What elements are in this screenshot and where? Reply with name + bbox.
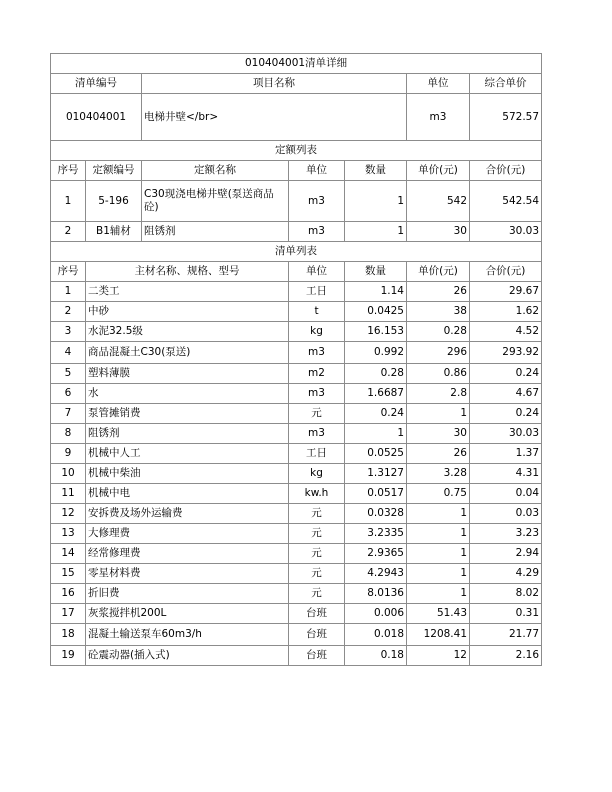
material-price: 1 <box>407 504 470 524</box>
material-row <box>51 364 542 384</box>
material-total: 1.62 <box>470 302 542 322</box>
list-unit-price-header: 综合单价 <box>470 74 542 94</box>
quota-qty: 1 <box>345 222 407 242</box>
material-row <box>51 404 542 424</box>
material-name: 水 <box>86 384 289 404</box>
material-name: 安拆费及场外运输费 <box>86 504 289 524</box>
material-row <box>51 282 542 302</box>
quota-row <box>51 181 542 222</box>
material-name-header: 主材名称、规格、型号 <box>86 262 289 282</box>
material-seq: 1 <box>51 282 86 302</box>
quota-total: 30.03 <box>470 222 542 242</box>
material-row <box>51 584 542 604</box>
material-price: 1208.41 <box>407 624 470 646</box>
material-price-header: 单价(元) <box>407 262 470 282</box>
material-qty: 16.153 <box>345 322 407 342</box>
material-unit: 元 <box>289 584 345 604</box>
quota-qty-header: 数量 <box>345 161 407 181</box>
material-unit: kw.h <box>289 484 345 504</box>
material-qty: 0.0525 <box>345 444 407 464</box>
material-name: 水泥32.5级 <box>86 322 289 342</box>
material-qty-header: 数量 <box>345 262 407 282</box>
quota-qty: 1 <box>345 181 407 222</box>
material-unit: 元 <box>289 564 345 584</box>
material-unit: kg <box>289 322 345 342</box>
detail-table-body <box>51 54 542 666</box>
material-price: 38 <box>407 302 470 322</box>
material-price: 51.43 <box>407 604 470 624</box>
material-price: 2.8 <box>407 384 470 404</box>
material-price: 1 <box>407 564 470 584</box>
material-qty: 0.24 <box>345 404 407 424</box>
material-price: 26 <box>407 444 470 464</box>
material-name: 塑料薄膜 <box>86 364 289 384</box>
material-row <box>51 424 542 444</box>
material-row <box>51 464 542 484</box>
material-qty: 0.28 <box>345 364 407 384</box>
material-seq: 18 <box>51 624 86 646</box>
material-total: 21.77 <box>470 624 542 646</box>
material-total: 2.16 <box>470 646 542 666</box>
quota-total-header: 合价(元) <box>470 161 542 181</box>
title-row <box>51 54 542 74</box>
material-seq: 3 <box>51 322 86 342</box>
material-qty: 1 <box>345 424 407 444</box>
list-code-header: 清单编号 <box>51 74 142 94</box>
material-qty: 0.0517 <box>345 484 407 504</box>
material-seq: 2 <box>51 302 86 322</box>
material-section-title: 清单列表 <box>51 242 542 262</box>
material-qty: 8.0136 <box>345 584 407 604</box>
list-header-row <box>51 74 542 94</box>
material-price: 0.75 <box>407 484 470 504</box>
material-unit: 元 <box>289 404 345 424</box>
material-name: 二类工 <box>86 282 289 302</box>
material-qty: 4.2943 <box>345 564 407 584</box>
material-seq: 7 <box>51 404 86 424</box>
list-item-unit-price: 572.57 <box>470 94 542 141</box>
material-seq: 16 <box>51 584 86 604</box>
list-name-header: 项目名称 <box>142 74 407 94</box>
material-row <box>51 624 542 646</box>
material-price: 1 <box>407 524 470 544</box>
material-seq: 11 <box>51 484 86 504</box>
material-seq: 14 <box>51 544 86 564</box>
material-seq: 4 <box>51 342 86 364</box>
material-unit: 工日 <box>289 282 345 302</box>
material-seq: 19 <box>51 646 86 666</box>
material-name: 阻锈剂 <box>86 424 289 444</box>
material-header-row <box>51 262 542 282</box>
material-qty: 0.0425 <box>345 302 407 322</box>
material-row <box>51 384 542 404</box>
list-unit-header: 单位 <box>407 74 470 94</box>
quota-unit: m3 <box>289 222 345 242</box>
material-name: 灰浆搅拌机200L <box>86 604 289 624</box>
quota-unit: m3 <box>289 181 345 222</box>
material-name: 经常修理费 <box>86 544 289 564</box>
material-total: 293.92 <box>470 342 542 364</box>
material-unit: 工日 <box>289 444 345 464</box>
quota-price-header: 单价(元) <box>407 161 470 181</box>
material-row <box>51 564 542 584</box>
material-unit: t <box>289 302 345 322</box>
quota-unit-header: 单位 <box>289 161 345 181</box>
material-seq: 10 <box>51 464 86 484</box>
material-price: 1 <box>407 404 470 424</box>
material-qty: 1.6687 <box>345 384 407 404</box>
material-row <box>51 322 542 342</box>
material-price: 1 <box>407 544 470 564</box>
material-qty: 1.3127 <box>345 464 407 484</box>
material-price: 296 <box>407 342 470 364</box>
material-name: 商品混凝土C30(泵送) <box>86 342 289 364</box>
list-item-unit: m3 <box>407 94 470 141</box>
material-price: 12 <box>407 646 470 666</box>
quota-seq: 2 <box>51 222 86 242</box>
material-name: 泵管摊销费 <box>86 404 289 424</box>
material-row <box>51 544 542 564</box>
material-total: 0.24 <box>470 404 542 424</box>
material-total: 30.03 <box>470 424 542 444</box>
material-row <box>51 524 542 544</box>
material-unit: 台班 <box>289 646 345 666</box>
material-unit: 元 <box>289 524 345 544</box>
material-total: 29.67 <box>470 282 542 302</box>
material-unit: m3 <box>289 424 345 444</box>
quota-price: 542 <box>407 181 470 222</box>
material-seq: 13 <box>51 524 86 544</box>
material-price: 1 <box>407 584 470 604</box>
material-total: 4.52 <box>470 322 542 342</box>
material-price: 0.86 <box>407 364 470 384</box>
list-item-name: 电梯井壁</br> <box>142 94 407 141</box>
material-price: 3.28 <box>407 464 470 484</box>
quota-name-header: 定额名称 <box>142 161 289 181</box>
material-seq: 17 <box>51 604 86 624</box>
material-seq: 9 <box>51 444 86 464</box>
quota-code: 5-196 <box>86 181 142 222</box>
material-row <box>51 302 542 322</box>
material-qty: 3.2335 <box>345 524 407 544</box>
quota-row <box>51 222 542 242</box>
material-total: 0.31 <box>470 604 542 624</box>
quota-code: B1辅材 <box>86 222 142 242</box>
quota-seq: 1 <box>51 181 86 222</box>
material-row <box>51 604 542 624</box>
material-unit: 元 <box>289 544 345 564</box>
list-item-row <box>51 94 542 141</box>
quota-name: 阻锈剂 <box>142 222 289 242</box>
material-total: 2.94 <box>470 544 542 564</box>
material-price: 26 <box>407 282 470 302</box>
material-total: 0.24 <box>470 364 542 384</box>
material-qty: 0.006 <box>345 604 407 624</box>
list-item-code: 010404001 <box>51 94 142 141</box>
material-qty: 0.992 <box>345 342 407 364</box>
material-name: 中砂 <box>86 302 289 322</box>
material-total-header: 合价(元) <box>470 262 542 282</box>
material-unit: m3 <box>289 342 345 364</box>
material-qty: 0.0328 <box>345 504 407 524</box>
quota-section-row <box>51 141 542 161</box>
material-total: 4.29 <box>470 564 542 584</box>
material-total: 4.31 <box>470 464 542 484</box>
quota-section-title: 定额列表 <box>51 141 542 161</box>
material-total: 0.04 <box>470 484 542 504</box>
material-unit: m2 <box>289 364 345 384</box>
material-name: 混凝土输送泵车60m3/h <box>86 624 289 646</box>
material-row <box>51 504 542 524</box>
table-title: 010404001清单详细 <box>51 54 542 74</box>
material-name: 折旧费 <box>86 584 289 604</box>
material-total: 4.67 <box>470 384 542 404</box>
material-unit: kg <box>289 464 345 484</box>
material-section-row <box>51 242 542 262</box>
material-row <box>51 342 542 364</box>
quota-header-row <box>51 161 542 181</box>
quota-code-header: 定额编号 <box>86 161 142 181</box>
detail-table <box>50 53 542 666</box>
material-name: 大修理费 <box>86 524 289 544</box>
quota-seq-header: 序号 <box>51 161 86 181</box>
material-unit: 台班 <box>289 624 345 646</box>
material-seq: 15 <box>51 564 86 584</box>
material-name: 零星材料费 <box>86 564 289 584</box>
material-total: 3.23 <box>470 524 542 544</box>
material-price: 30 <box>407 424 470 444</box>
material-row <box>51 484 542 504</box>
material-seq: 12 <box>51 504 86 524</box>
material-qty: 0.18 <box>345 646 407 666</box>
material-seq-header: 序号 <box>51 262 86 282</box>
material-unit: 台班 <box>289 604 345 624</box>
material-seq: 5 <box>51 364 86 384</box>
material-name: 机械中柴油 <box>86 464 289 484</box>
material-total: 8.02 <box>470 584 542 604</box>
material-name: 砼震动器(插入式) <box>86 646 289 666</box>
quota-price: 30 <box>407 222 470 242</box>
material-total: 1.37 <box>470 444 542 464</box>
material-unit: m3 <box>289 384 345 404</box>
material-price: 0.28 <box>407 322 470 342</box>
material-row <box>51 646 542 666</box>
material-unit: 元 <box>289 504 345 524</box>
quota-total: 542.54 <box>470 181 542 222</box>
material-total: 0.03 <box>470 504 542 524</box>
material-name: 机械中电 <box>86 484 289 504</box>
quota-name: C30现浇电梯井壁(泵送商品砼) <box>142 181 289 222</box>
material-seq: 6 <box>51 384 86 404</box>
material-name: 机械中人工 <box>86 444 289 464</box>
material-qty: 0.018 <box>345 624 407 646</box>
material-qty: 2.9365 <box>345 544 407 564</box>
material-qty: 1.14 <box>345 282 407 302</box>
material-seq: 8 <box>51 424 86 444</box>
material-unit-header: 单位 <box>289 262 345 282</box>
material-row <box>51 444 542 464</box>
